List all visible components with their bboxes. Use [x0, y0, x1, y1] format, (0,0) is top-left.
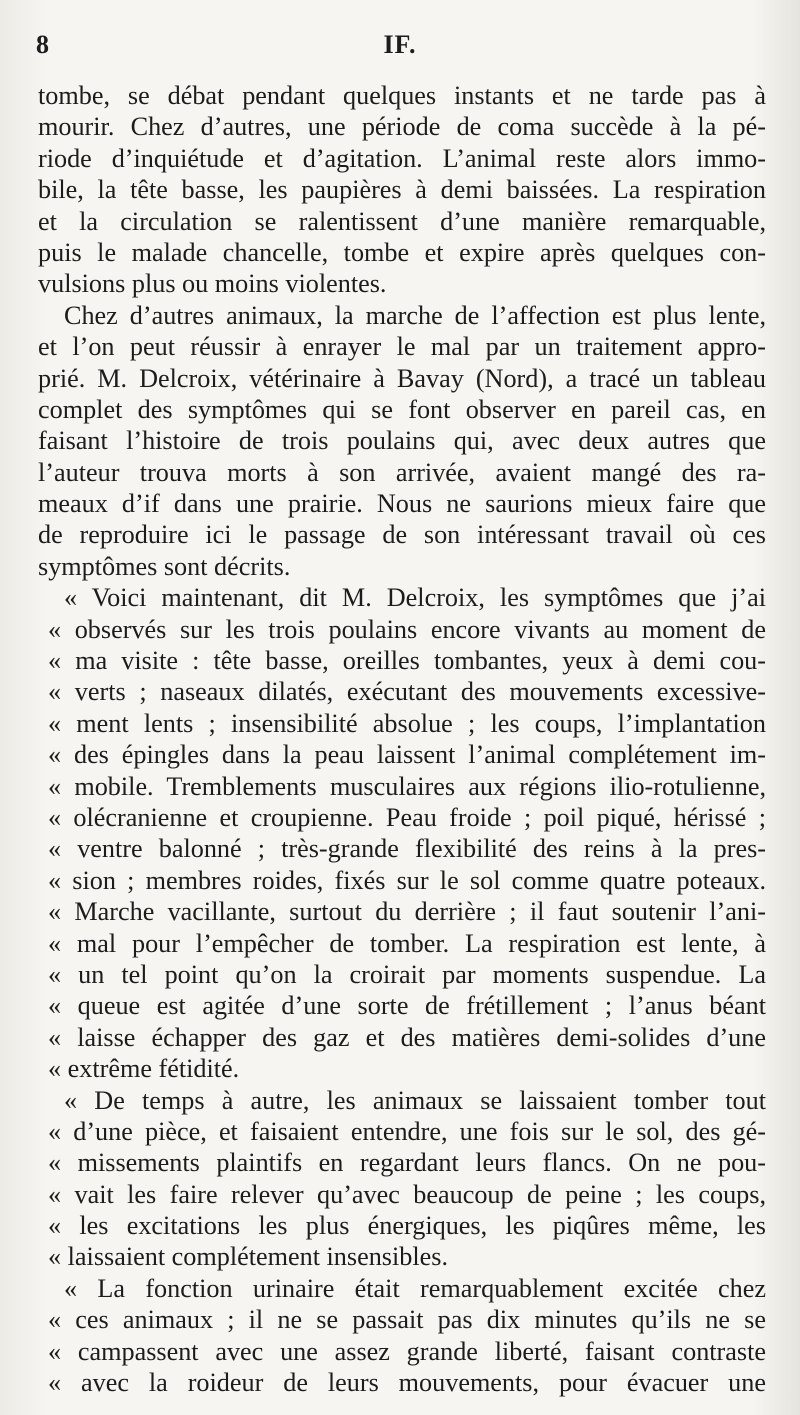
text-line: meaux d’if dans une prairie. Nous ne saurions mieux faire que — [38, 489, 766, 519]
quoted-paragraph — [38, 1273, 766, 1399]
text-line: « avec la roideur de leurs mouvements, pour évacuer une — [48, 1368, 766, 1398]
text-line: « ma visite : tête basse, oreilles tombantes, yeux à demi cou- — [48, 646, 766, 676]
text-line: « sion ; membres roides, fixés sur le sol comme quatre poteaux. — [48, 865, 766, 895]
text-line: « Voici maintenant, dit M. Delcroix, les symptômes que j’ai — [64, 583, 766, 613]
text-line: « les excitations les plus énergiques, les piqûres même, les — [48, 1211, 766, 1241]
text-line: « campassent avec une assez grande liberté, faisant contraste — [48, 1336, 766, 1366]
quoted-paragraph — [38, 1085, 766, 1273]
text-line: « queue est agitée d’une sorte de frétillement ; l’anus béant — [48, 991, 766, 1021]
text-line: puis le malade chancelle, tombe et expire après quelques con- — [38, 237, 766, 267]
text-line: « mobile. Tremblements musculaires aux régions ilio-rotulienne, — [48, 771, 766, 801]
text-line: « mal pour l’empêcher de tomber. La respiration est lente, à — [48, 928, 766, 958]
text-line: bile, la tête basse, les paupières à demi baissées. La respiration — [38, 175, 766, 205]
text-line: « olécranienne et croupienne. Peau froide ; poil piqué, hérissé ; — [48, 802, 766, 832]
text-line: « ces animaux ; il ne se passait pas dix minutes qu’ils ne se — [48, 1305, 766, 1335]
running-title: IF. — [383, 30, 417, 59]
text-line: « laisse échapper des gaz et des matières demi-solides d’une — [48, 1022, 766, 1052]
page-body — [38, 80, 766, 1398]
text-line: « Marche vacillante, surtout du derrière ; il faut soutenir l’ani- — [48, 897, 766, 927]
text-line: « vait les faire relever qu’avec beaucoup de peine ; les coups, — [48, 1179, 766, 1209]
text-line: « d’une pièce, et faisaient entendre, une fois sur le sol, des gé- — [48, 1116, 766, 1146]
text-line: « missements plaintifs en regardant leurs flancs. On ne pou- — [48, 1148, 766, 1178]
text-line: « ment lents ; insensibilité absolue ; les coups, l’implantation — [48, 708, 766, 738]
text-line: complet des symptômes qui se font observer en pareil cas, en — [38, 394, 766, 424]
text-line: tombe, se débat pendant quelques instants et ne tarde pas à — [38, 81, 766, 110]
text-line: « ventre balonné ; très-grande flexibilité des reins à la pres- — [48, 834, 766, 864]
text-line: « laissaient complétement insensibles. — [48, 1242, 448, 1272]
text-line: faisant l’histoire de trois poulains qui, avec deux autres que — [38, 426, 766, 456]
text-line: l’auteur trouva morts à son arrivée, avaient mangé des ra- — [38, 457, 766, 487]
text-line: « La fonction urinaire était remarquablement excitée chez — [64, 1273, 766, 1303]
text-line: vulsions plus ou moins violentes. — [38, 269, 387, 299]
text-line: mourir. Chez d’autres, une période de coma succède à la pé- — [38, 112, 766, 142]
text-line: riode d’inquiétude et d’agitation. L’animal reste alors immo- — [38, 143, 766, 173]
text-line: « verts ; naseaux dilatés, exécutant des mouvements excessive- — [48, 677, 766, 707]
text-line: « extrême fétidité. — [48, 1054, 240, 1084]
text-line: « des épingles dans la peau laissent l’animal complétement im- — [48, 740, 766, 770]
text-line: Chez d’autres animaux, la marche de l’affection est plus lente, — [64, 300, 766, 330]
text-line: et l’on peut réussir à enrayer le mal par un traitement appro- — [38, 332, 766, 362]
text-line: de reproduire ici le passage de son intéressant travail où ces — [38, 520, 766, 550]
text-line: « observés sur les trois poulains encore vivants au moment de — [48, 614, 766, 644]
paragraph — [38, 80, 766, 300]
text-line: symptômes sont décrits. — [38, 551, 291, 581]
text-line: et la circulation se ralentissent d’une manière remarquable, — [38, 206, 766, 236]
text-line: « De temps à autre, les animaux se laissaient tomber tout — [64, 1085, 766, 1115]
text-line: prié. M. Delcroix, vétérinaire à Bavay (Nord), a tracé un tableau — [38, 363, 766, 393]
paragraph — [38, 300, 766, 583]
text-line: « un tel point qu’on la croirait par moments suspendue. La — [48, 959, 766, 989]
page-number: 8 — [36, 30, 49, 59]
quoted-paragraph — [38, 582, 766, 1084]
